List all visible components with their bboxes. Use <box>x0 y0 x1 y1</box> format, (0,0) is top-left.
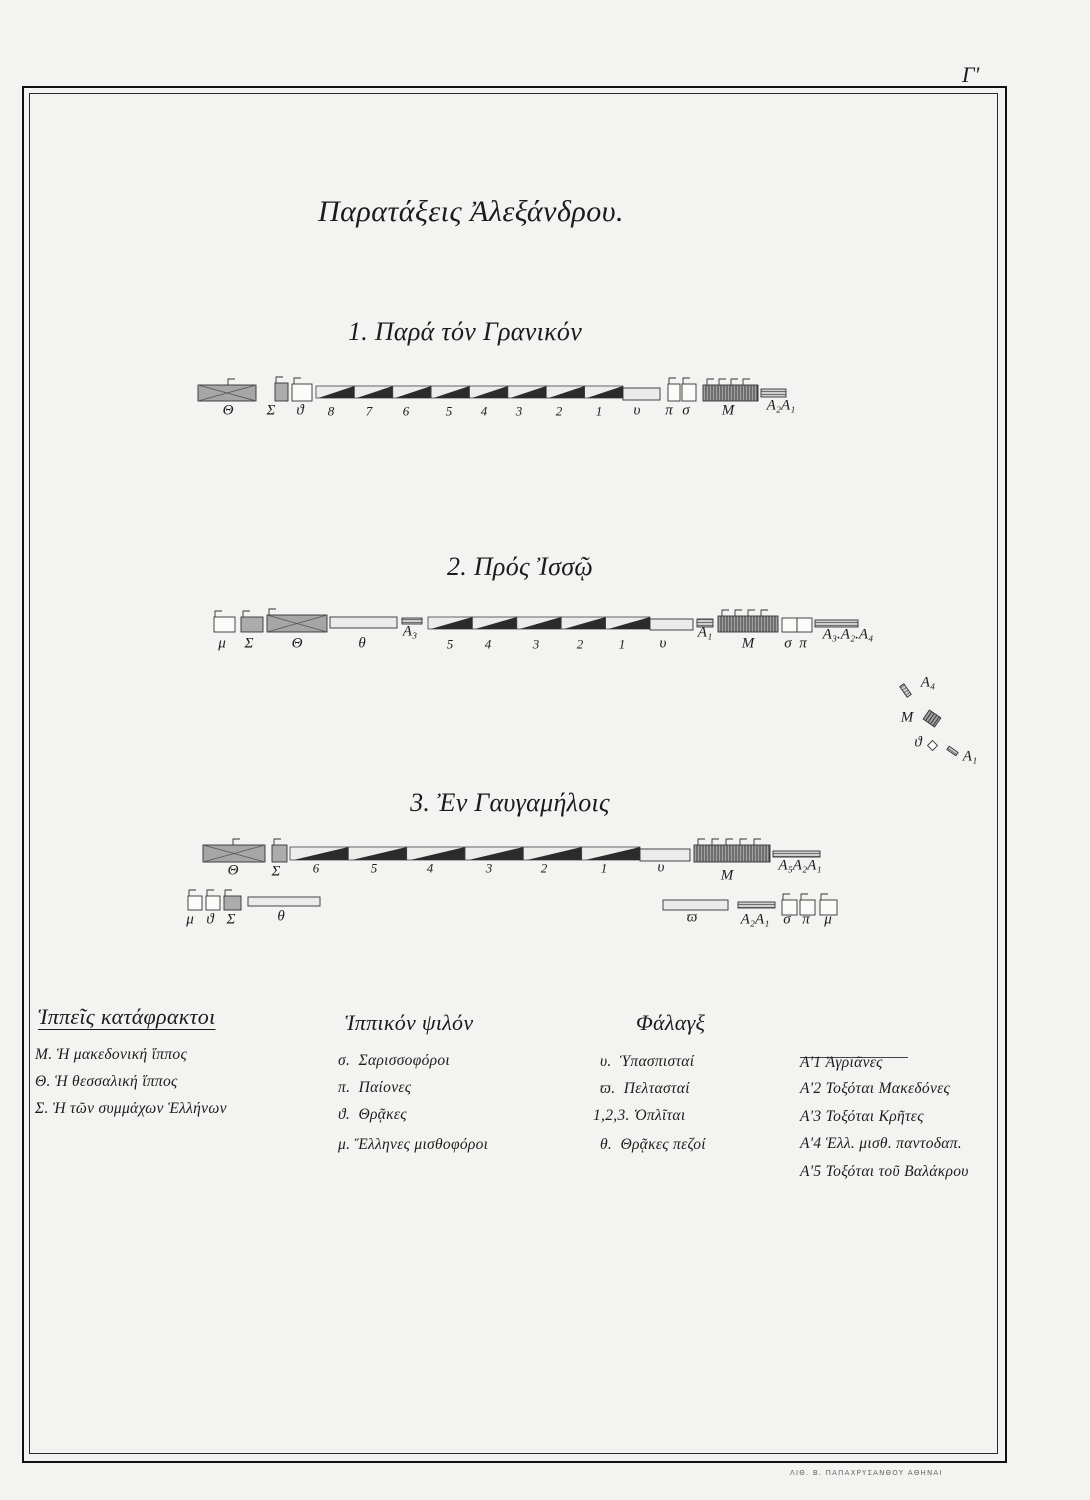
phalanx-taxis <box>407 847 465 860</box>
gaugamela-second-line-label: μ <box>824 911 832 928</box>
plate-title: Παρατάξεις Ἀλεξάνδρου. <box>317 195 625 228</box>
legend-item <box>35 1073 178 1091</box>
gaugamela-second-line-label: θ <box>277 908 285 925</box>
issus-unit-label: θ <box>358 635 366 652</box>
issus-flank-mercenaries <box>900 684 912 698</box>
granicus-thessalian-cavalry <box>198 379 256 401</box>
standard-flag-icon <box>761 610 768 616</box>
gaugamela-thessalian-cavalry <box>203 839 265 862</box>
legend-text: Ὑπασπισταί <box>619 1053 695 1070</box>
issus-flank-label: Α₄ <box>920 674 936 691</box>
issus-allied-cavalry <box>241 611 263 632</box>
legend-heading-light-cavalry: Ἱππικόν ψιλόν <box>345 1010 474 1035</box>
gaugamela-reserve-archers <box>738 902 775 908</box>
granicus-paeonians <box>668 378 680 401</box>
legend-code: Μ. <box>35 1046 53 1063</box>
phalanx-taxis <box>428 617 472 629</box>
lithographer-imprint: ΛΙΘ. Β. ΠΑΠΑΧΡΥΣΑΝΘΟΥ ΑΘΗΝΑΙ <box>790 1469 943 1477</box>
issus-unit-label: 2 <box>576 636 584 652</box>
gaugamela-second-line-label: Σ <box>226 911 236 928</box>
standard-flag-icon <box>735 610 742 616</box>
standard-flag-icon <box>269 609 276 615</box>
granicus-unit-label: 5 <box>445 403 453 419</box>
standard-flag-icon <box>719 379 726 385</box>
legend-code: 1,2,3. <box>593 1107 630 1124</box>
issus-unit-label: Α₁ <box>697 624 713 641</box>
legend-code: Θ. <box>35 1073 51 1090</box>
standard-flag-icon <box>243 611 250 617</box>
gaugamela-second-line-label: μ <box>186 911 194 928</box>
legend-heading-phalanx: Φάλαγξ <box>636 1010 706 1035</box>
gaugamela-unit-label: Α₅Α₂Α₁ <box>778 857 822 874</box>
legend-code: θ. <box>600 1136 613 1153</box>
phalanx-taxis <box>393 386 431 398</box>
granicus-unit-label: 4 <box>480 403 488 419</box>
standard-flag-icon <box>215 611 222 617</box>
granicus-unit-label: Α₂Α₁ <box>766 397 796 414</box>
gaugamela-right-archers <box>773 851 820 857</box>
gaugamela-unit-label: 5 <box>370 860 378 876</box>
issus-flank-agrianians <box>947 746 958 756</box>
standard-flag-icon <box>740 839 747 845</box>
gaugamela-second-line-label: π <box>802 911 810 928</box>
phalanx-taxis <box>517 617 561 629</box>
standard-flag-icon <box>783 894 790 900</box>
legend-code: σ. <box>338 1052 351 1069</box>
issus-macedonian-cavalry <box>718 610 778 632</box>
legend-text: Πελτασταί <box>623 1080 690 1097</box>
legend-text: Ἡ μακεδονική ἵππος <box>56 1046 188 1063</box>
legend-item <box>800 1080 950 1098</box>
issus-phalanx <box>428 617 650 629</box>
phalanx-taxis <box>546 386 584 398</box>
legend-item <box>800 1163 969 1181</box>
legend-text: Ἡ τῶν συμμάχων Ἑλλήνων <box>52 1100 227 1117</box>
phalanx-taxis <box>561 617 605 629</box>
phalanx-taxis <box>465 847 523 860</box>
standard-flag-icon <box>189 890 196 896</box>
phalanx-taxis <box>585 386 623 398</box>
issus-unit-label: 5 <box>446 636 454 652</box>
legend-item <box>600 1136 706 1154</box>
standard-flag-icon <box>731 379 738 385</box>
standard-flag-icon <box>233 839 240 845</box>
gaugamela-phalanx <box>290 847 640 860</box>
standard-flag-icon <box>698 839 705 845</box>
issus-unit-label: Α₃.Α₂.Α₄ <box>822 626 874 643</box>
standard-flag-icon <box>228 379 235 385</box>
granicus-unit-label: 3 <box>515 403 523 419</box>
gaugamela-unit-label: Μ <box>720 867 734 884</box>
issus-unit-label: 3 <box>532 636 540 652</box>
legend-text: Ἑλλ. μισθ. παντοδαπ. <box>825 1135 962 1152</box>
legend-code: Α'5 <box>800 1163 822 1180</box>
legend-code: Α'1 <box>800 1054 822 1071</box>
issus-hypaspists <box>650 619 693 630</box>
legend-code: π. <box>338 1079 351 1096</box>
standard-flag-icon <box>748 610 755 616</box>
issus-mercenary-horse <box>214 611 235 632</box>
legend-code: Α'4 <box>800 1135 822 1152</box>
gaugamela-second-line-label: Α₂Α₁ <box>740 911 770 928</box>
standard-flag-icon <box>743 379 750 385</box>
legend-text: Τοξόται Μακεδόνες <box>825 1080 951 1097</box>
legend-item <box>338 1052 450 1070</box>
phalanx-taxis <box>508 386 546 398</box>
legend-text: Τοξόται Κρῆτες <box>825 1108 924 1125</box>
phalanx-taxis <box>348 847 406 860</box>
granicus-unit-label: 7 <box>365 403 373 419</box>
issus-unit-label: 1 <box>618 636 626 652</box>
standard-flag-icon <box>669 378 676 384</box>
standard-flag-icon <box>274 839 281 845</box>
granicus-archers <box>761 389 786 397</box>
standard-flag-icon <box>276 377 283 383</box>
gaugamela-second-line-label: σ <box>783 911 791 928</box>
gaugamela-second-line-label: ϖ <box>686 909 698 926</box>
legend-code: μ. <box>338 1136 351 1153</box>
standard-flag-icon <box>722 610 729 616</box>
issus-unit-label: Α₃ <box>402 623 418 640</box>
standard-flag-icon <box>294 378 301 384</box>
granicus-unit-label: Θ <box>222 402 234 419</box>
granicus-unit-label: 6 <box>402 403 410 419</box>
granicus-unit-label: Μ <box>721 402 735 419</box>
granicus-unit-label: σ <box>682 402 690 419</box>
standard-flag-icon <box>801 894 808 900</box>
legend-item <box>338 1106 407 1124</box>
granicus-phalanx <box>316 386 623 398</box>
gaugamela-unit-label: Θ <box>227 862 239 879</box>
granicus-macedonian-cavalry <box>703 379 758 401</box>
gaugamela-peltasts <box>663 900 728 910</box>
granicus-heading: 1. Παρά τόν Γρανικόν <box>347 317 583 346</box>
issus-unit-label: 4 <box>484 636 492 652</box>
gaugamela-unit-label: 1 <box>600 860 608 876</box>
gaugamela-reserve-mercenary-horse <box>188 890 202 910</box>
legend-item <box>600 1053 694 1071</box>
phalanx-taxis <box>431 386 469 398</box>
legend-text: Θρᾷκες πεζοί <box>620 1136 706 1153</box>
legend-item <box>600 1080 690 1098</box>
granicus-thracian-horse <box>292 378 312 401</box>
granicus-sarissophoroi <box>682 378 696 401</box>
granicus-unit-label: 1 <box>595 403 603 419</box>
gaugamela-thracian-foot <box>248 897 320 906</box>
legend-item <box>35 1046 187 1064</box>
gaugamela-unit-label: 6 <box>312 860 320 876</box>
plate-number: Γ' <box>962 62 980 87</box>
legend-text: Παίονες <box>358 1079 412 1096</box>
gaugamela-reserve-thracian-horse <box>206 890 220 910</box>
legend-item <box>800 1108 924 1126</box>
gaugamela-hypaspists <box>640 849 690 861</box>
issus-thessalian-cavalry <box>267 609 327 632</box>
issus-flank-label: Α₁ <box>962 748 978 765</box>
legend-item <box>338 1136 488 1154</box>
issus-unit-label: Θ <box>291 635 303 652</box>
legend-text: Θρᾷκες <box>358 1106 407 1123</box>
standard-flag-icon <box>726 839 733 845</box>
granicus-hypaspists <box>623 388 660 400</box>
gaugamela-unit-label: 4 <box>426 860 434 876</box>
phalanx-taxis <box>470 386 508 398</box>
gaugamela-reserve-allied-cavalry <box>224 890 241 910</box>
issus-flank-thracian-horse <box>928 741 938 751</box>
legend-code: Σ. <box>35 1100 49 1117</box>
standard-flag-icon <box>754 839 761 845</box>
issus-thracian-foot <box>330 617 397 628</box>
granicus-unit-label: π <box>665 402 673 419</box>
standard-flag-icon <box>712 839 719 845</box>
legend-heading-heavy-cavalry: Ἱππεῖς κατάφρακτοι <box>38 1004 216 1029</box>
issus-paeonians <box>797 618 812 632</box>
legend-item <box>593 1107 685 1125</box>
issus-unit-label: Σ <box>244 635 254 652</box>
gaugamela-unit-label: 2 <box>540 860 548 876</box>
legend-text: Σαρισσοφόροι <box>358 1052 451 1069</box>
legend-text: Τοξόται τοῦ Βαλάκρου <box>825 1163 969 1180</box>
standard-flag-icon <box>225 890 232 896</box>
phalanx-taxis <box>582 847 640 860</box>
legend-text: Ἡ θεσσαλική ἵππος <box>54 1073 178 1090</box>
granicus-unit-label: 2 <box>555 403 563 419</box>
standard-flag-icon <box>707 379 714 385</box>
legend-text: Ὁπλῖται <box>633 1107 686 1124</box>
gaugamela-unit-label: 3 <box>485 860 493 876</box>
phalanx-taxis <box>606 617 650 629</box>
gaugamela-unit-label: Σ <box>271 863 281 880</box>
granicus-unit-label: ϑ <box>296 402 304 419</box>
gaugamela-allied-cavalry <box>272 839 287 862</box>
standard-flag-icon <box>683 378 690 384</box>
granicus-unit-label: 8 <box>327 403 335 419</box>
legend-text: Ἕλληνες μισθοφόροι <box>354 1136 489 1153</box>
phalanx-taxis <box>290 847 348 860</box>
legend-code: Α'3 <box>800 1108 822 1125</box>
legend-code: Α'2 <box>800 1080 822 1097</box>
phalanx-taxis <box>523 847 581 860</box>
issus-unit-label: υ <box>659 635 667 652</box>
phalanx-taxis <box>472 617 516 629</box>
issus-unit-label: Μ <box>741 635 755 652</box>
standard-flag-icon <box>207 890 214 896</box>
legend-item <box>800 1135 962 1153</box>
gaugamela-macedonian-cavalry <box>694 839 770 862</box>
granicus-allied-cavalry <box>275 377 288 401</box>
gaugamela-unit-label: υ <box>657 859 665 876</box>
legend-code: ϑ. <box>338 1106 351 1123</box>
issus-flank-cavalry <box>923 710 941 727</box>
standard-flag-icon <box>821 894 828 900</box>
gaugamela-second-line-label: ϑ <box>206 911 214 928</box>
legend-text: Ἀγριᾶνες <box>825 1054 883 1071</box>
issus-unit-label: σ <box>784 635 792 652</box>
issus-sarissophoroi <box>782 618 797 632</box>
issus-heading: 2. Πρός Ἰσσῷ <box>446 552 594 581</box>
legend-item <box>800 1054 883 1072</box>
issus-unit-label: π <box>799 635 807 652</box>
issus-unit-label: μ <box>218 635 226 652</box>
phalanx-taxis <box>316 386 354 398</box>
granicus-unit-label: Σ <box>266 402 276 419</box>
phalanx-taxis <box>354 386 392 398</box>
granicus-unit-label: υ <box>633 402 641 419</box>
legend-item <box>35 1100 227 1118</box>
issus-flank-label: Μ <box>900 709 914 726</box>
issus-flank-label: ϑ <box>914 734 922 751</box>
legend-code: ϖ. <box>600 1080 616 1097</box>
gaugamela-heading: 3. Ἐν Γαυγαμήλοις <box>410 788 610 817</box>
legend-item <box>338 1079 411 1097</box>
legend-code: υ. <box>600 1053 612 1070</box>
